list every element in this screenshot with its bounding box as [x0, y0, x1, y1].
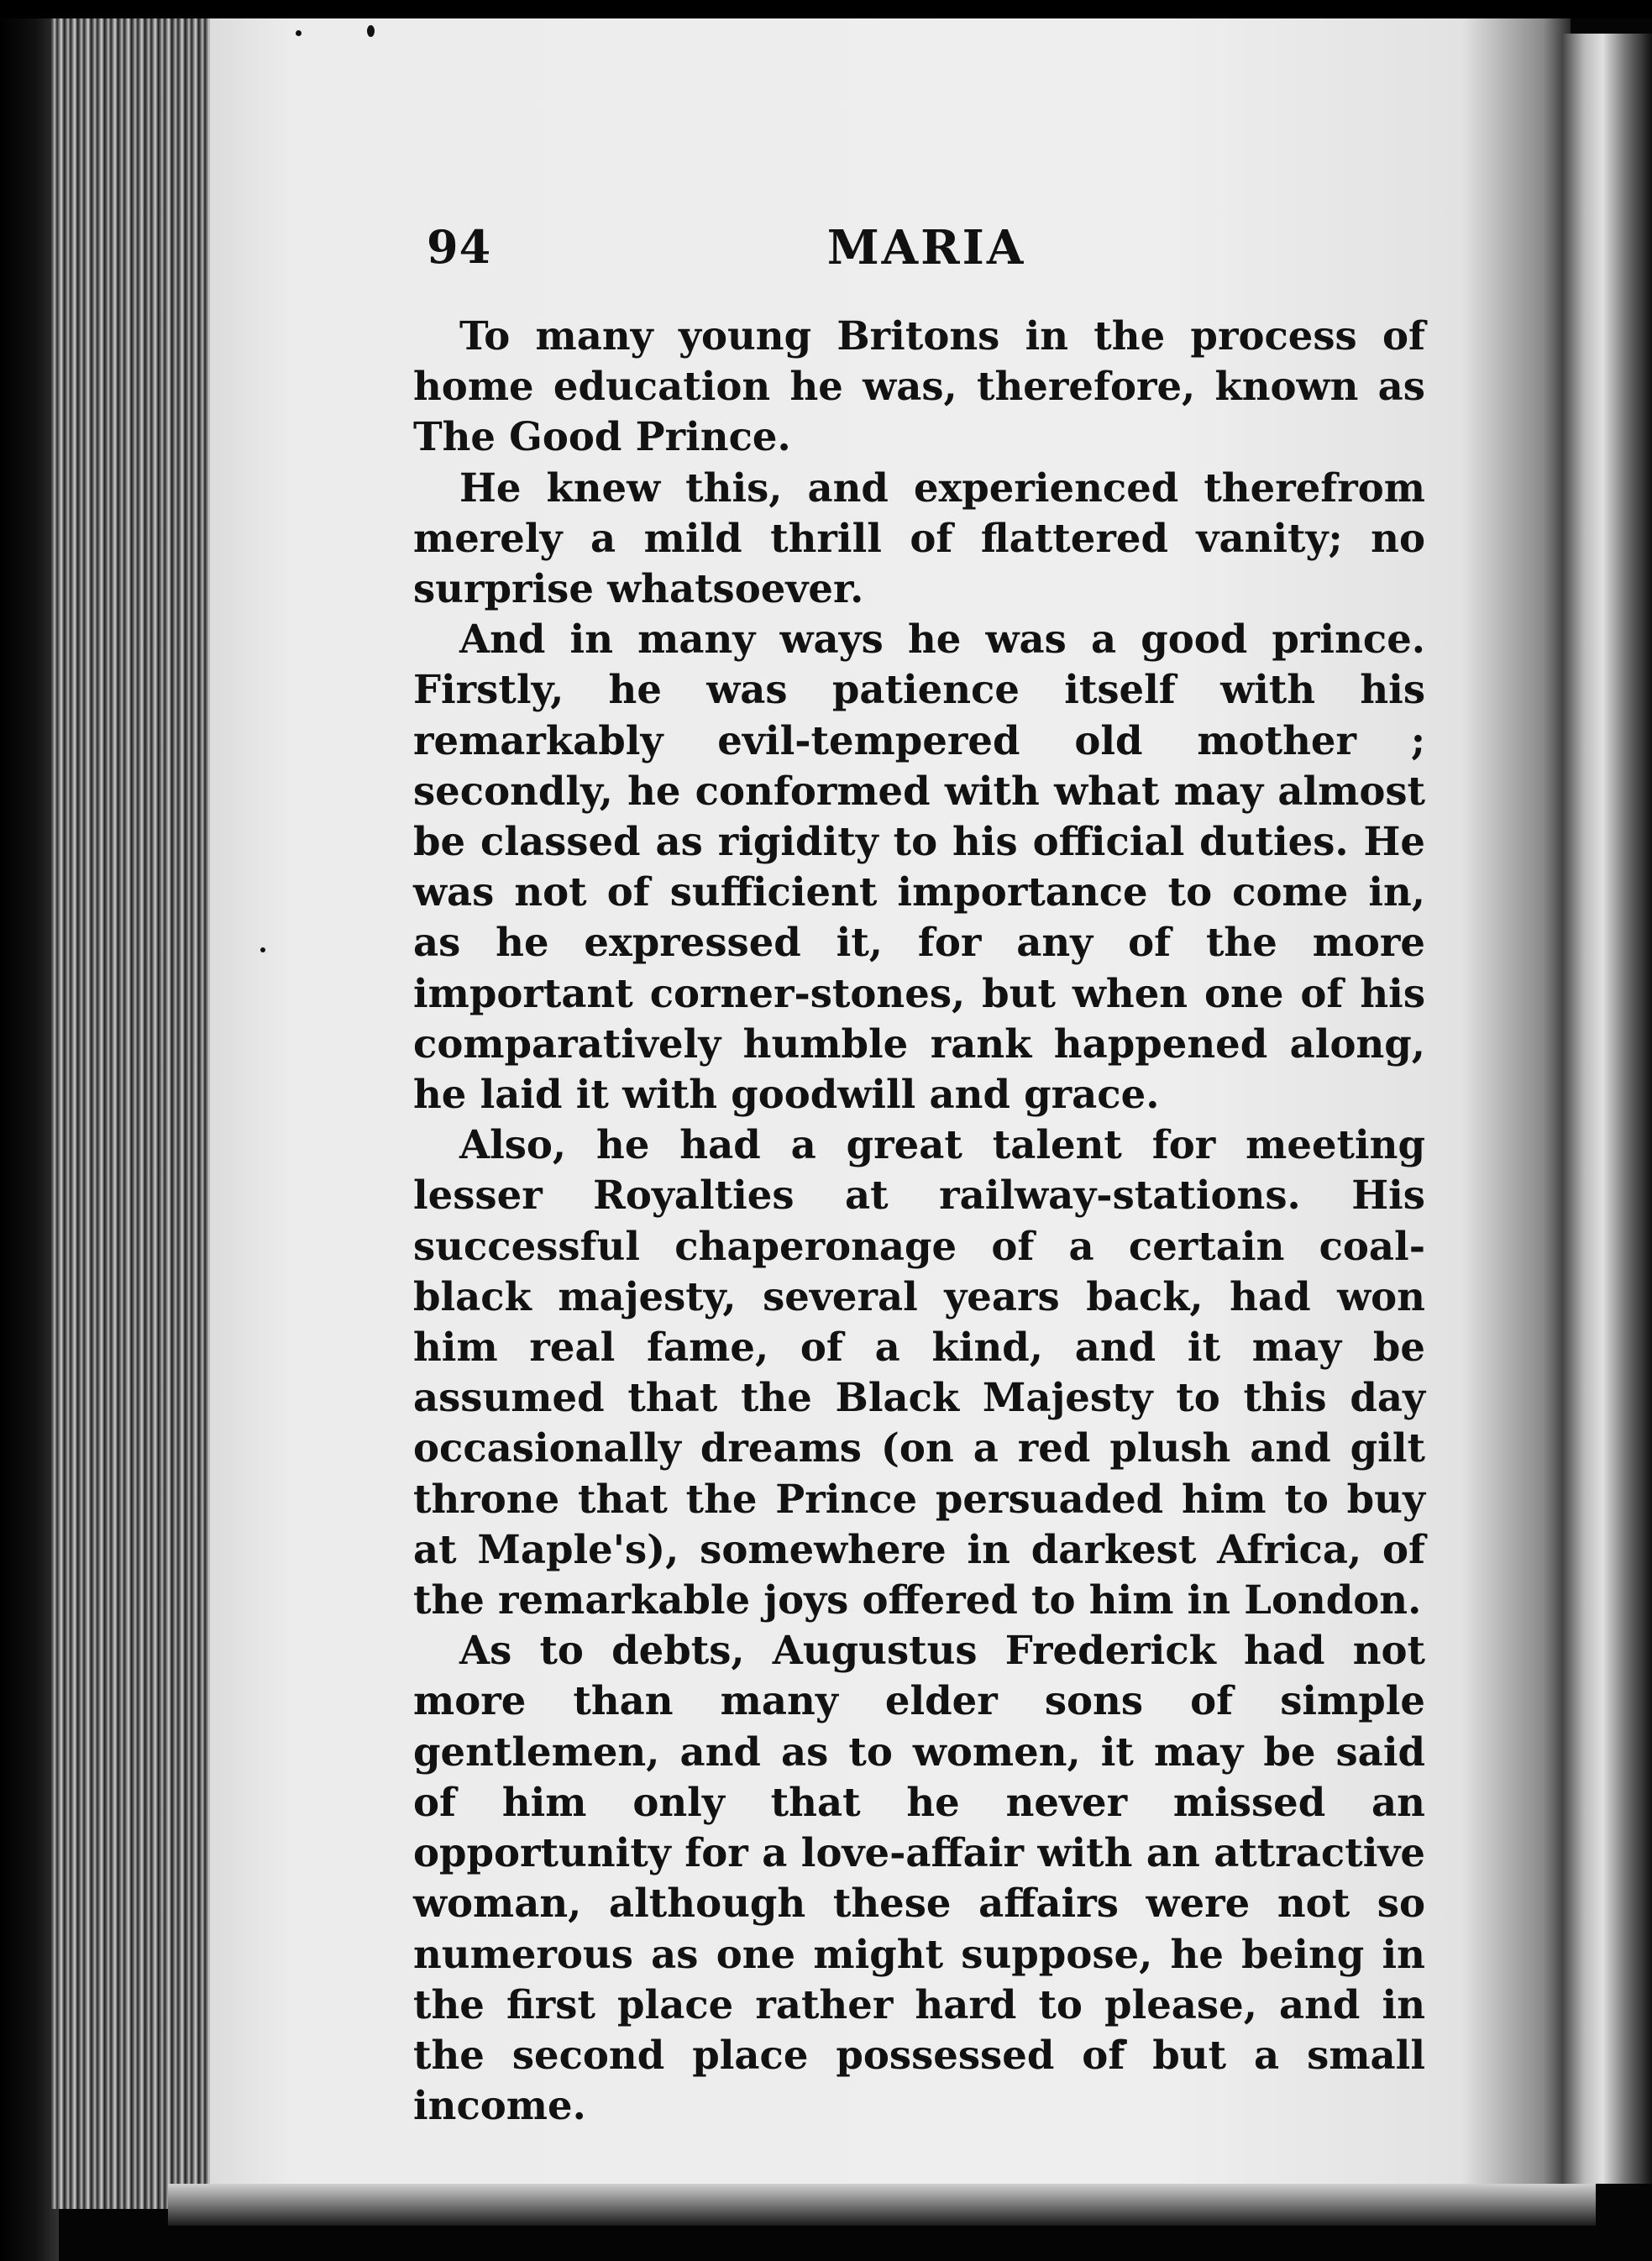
dust-speck: [260, 947, 265, 952]
paragraph: As to debts, Augustus Frederick had not more than many elder sons of simple gentlemen, and as to women, it may be said of him only that he never missed an opportunity for a love-affair with an attractive woman, although these affairs were not so numerous as one might suppose, he being in the first place rather hard to please, and in the second place possessed of but a small income.: [413, 1627, 1425, 2129]
page-edges-right: [1562, 34, 1652, 2184]
paragraph: Also, he had a great talent for meeting lesser Royalties at railway-stations. His successful chaperonage of a certain coal-black majesty, several years back, had won him real fame, of a kind, and it may be assumed that the Black Majesty to this day occasionally dreams (on a red plush and gilt throne that the Prince persuaded him to buy at Maple's), somewhere in darkest Africa, of the remarkable joys offered to him in London.: [413, 1121, 1425, 1624]
page-header: [427, 220, 1426, 287]
dust-speck: [296, 30, 302, 36]
page-edges-left: [50, 17, 218, 2209]
page-edge-bottom: [168, 2184, 1596, 2226]
scan-top-border: [0, 0, 1652, 18]
dust-speck: [367, 25, 375, 37]
paragraph: To many young Britons in the process of home education he was, therefore, known as The Good Prince.: [413, 312, 1425, 460]
paragraph: And in many ways he was a good prince. Firstly, he was patience itself with his remarkably evil-tempered old mother ; secondly, he conformed with what may almost be classed as rigidity to his official duties. He was not of sufficient importance to come in, as he expressed it, for any of the more important corner-stones, but when one of his comparatively humble rank happened along, he laid it with goodwill and grace.: [413, 616, 1425, 1118]
running-title: MARIA: [826, 220, 1026, 275]
body-text: [413, 311, 1425, 2131]
page-number: 94: [427, 220, 492, 274]
paragraph: He knew this, and experienced therefrom merely a mild thrill of flattered vanity; no surprise whatsoever.: [413, 464, 1425, 612]
